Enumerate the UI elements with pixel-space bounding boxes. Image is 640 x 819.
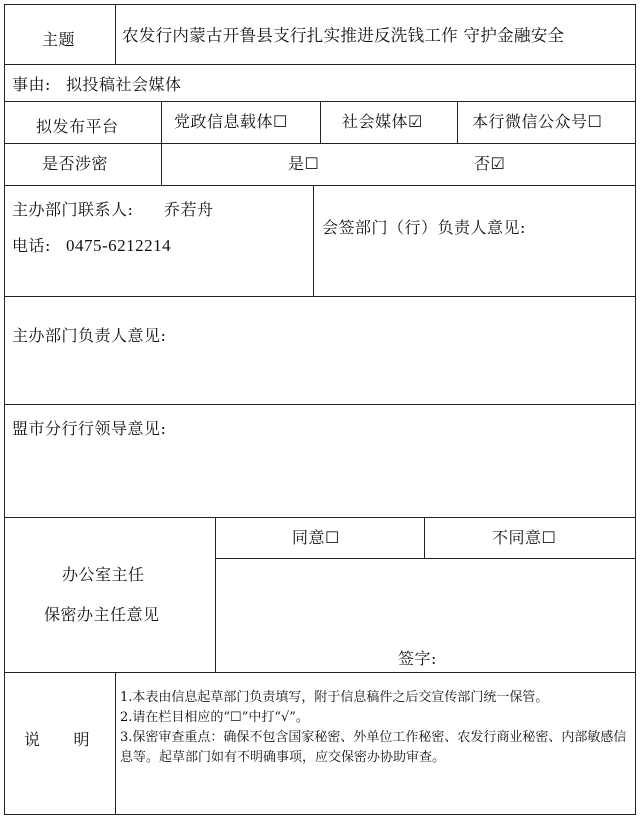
- subject-label: 主题: [42, 30, 76, 49]
- rule: [4, 185, 636, 186]
- contact-label: 主办部门联系人:: [12, 200, 134, 219]
- platform-label: 拟发布平台: [36, 117, 119, 136]
- agree-option[interactable]: 同意☐: [292, 528, 340, 547]
- rule: [4, 64, 636, 65]
- rule: [457, 101, 458, 143]
- rule: [313, 185, 314, 296]
- rule: [4, 143, 636, 144]
- rule: [115, 4, 116, 64]
- rule: [4, 4, 636, 5]
- rule: [4, 404, 636, 405]
- secret-yes-option[interactable]: 是☐: [288, 154, 320, 173]
- secret-no-option[interactable]: 否☑: [474, 154, 506, 173]
- note-item: 3.保密审查重点：确保不包含国家秘密、外单位工作秘密、农发行商业秘密、内部敏感信息等。起草部门如有不明确事项，应交保密办协助审查。: [120, 730, 627, 765]
- rule: [320, 101, 321, 143]
- platform-option-social-media[interactable]: 社会媒体☑: [342, 112, 423, 131]
- rule: [161, 101, 162, 185]
- information-review-form: [4, 4, 636, 815]
- security-director-label: 保密办主任意见: [44, 605, 160, 624]
- branch-opinion-label: 盟市分行行领导意见:: [12, 419, 167, 438]
- disagree-option[interactable]: 不同意☐: [492, 528, 557, 547]
- note-item: 2.请在栏目相应的“☐”中打“√”。: [120, 710, 309, 725]
- rule: [4, 814, 636, 815]
- contact-name: 乔若舟: [164, 200, 214, 219]
- secret-label: 是否涉密: [42, 154, 109, 173]
- notes-list: [120, 688, 634, 768]
- host-opinion-label: 主办部门负责人意见:: [12, 326, 167, 345]
- rule: [215, 517, 216, 672]
- rule: [115, 672, 116, 814]
- rule: [4, 672, 636, 673]
- rule: [215, 558, 636, 559]
- phone-label: 电话:: [12, 236, 51, 255]
- matter-label: 事由:: [12, 75, 51, 94]
- phone-number: 0475-6212214: [66, 236, 172, 255]
- note-item: 1.本表由信息起草部门负责填写，附于信息稿件之后交宣传部门统一保管。: [120, 690, 549, 705]
- subject-value: 农发行内蒙古开鲁县支行扎实推进反洗钱工作 守护金融安全: [122, 26, 565, 45]
- matter-value: 拟投稿社会媒体: [66, 75, 182, 94]
- rule: [635, 4, 636, 815]
- rule: [4, 517, 636, 518]
- office-director-label: 办公室主任: [62, 565, 145, 584]
- cosign-opinion-label: 会签部门（行）负责人意见:: [322, 218, 526, 237]
- signature-label: 签字:: [398, 649, 437, 668]
- platform-option-party-media[interactable]: 党政信息载体☐: [174, 112, 288, 131]
- rule: [424, 517, 425, 558]
- notes-label: 说 明: [24, 730, 91, 749]
- platform-option-wechat-account[interactable]: 本行微信公众号☐: [472, 112, 603, 131]
- rule: [4, 296, 636, 297]
- rule: [4, 4, 5, 815]
